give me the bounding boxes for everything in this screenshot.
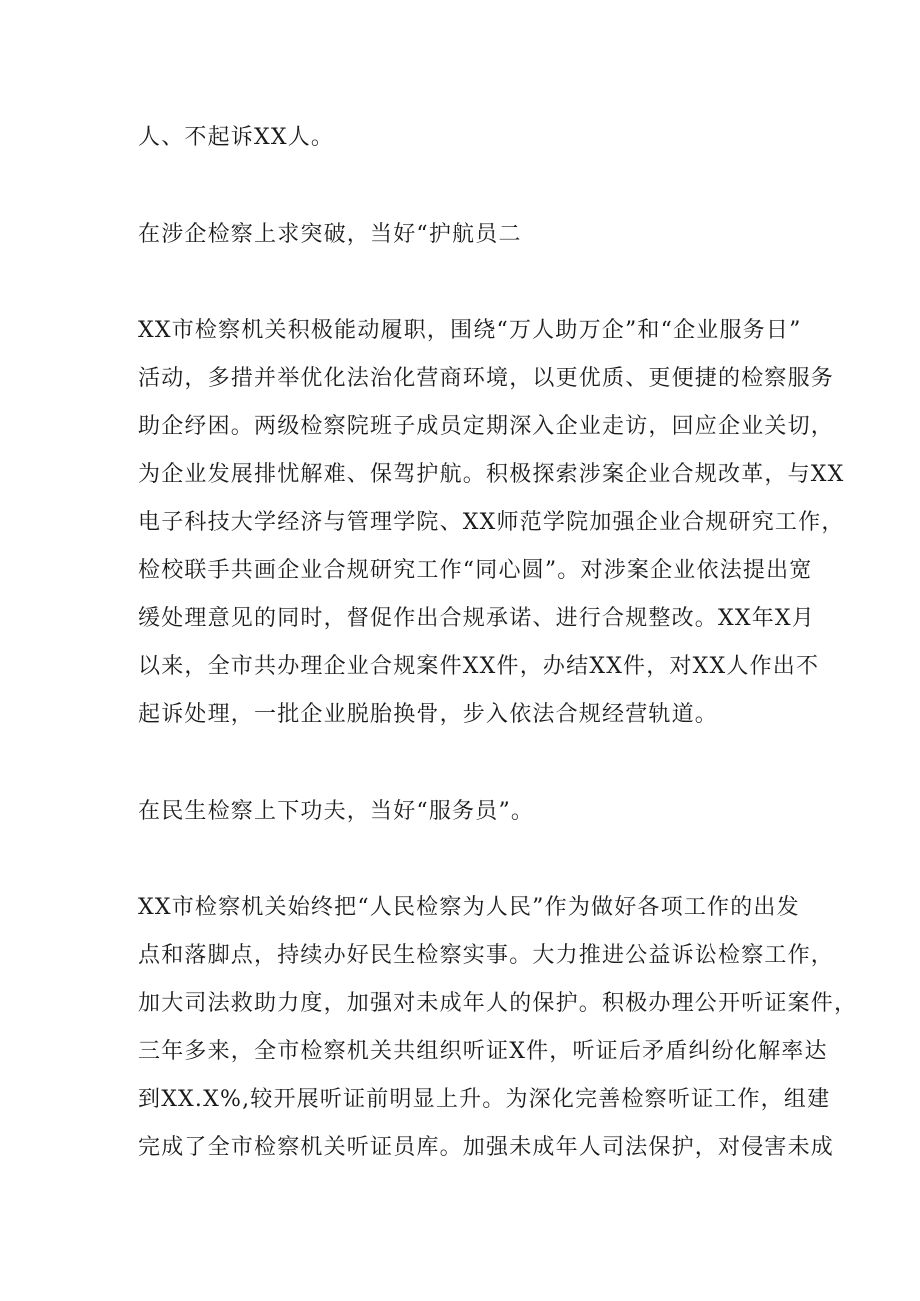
paragraph-line: 人、不起诉XX人。	[138, 125, 335, 150]
paragraph-line: 到XX.X%,较开展听证前明显上升。为深化完善检察听证工作，组建	[138, 1087, 831, 1112]
paragraph-line: 助企纾困。两级检察院班子成员定期深入企业走访，回应企业关切，	[138, 414, 835, 439]
paragraph-line: 电子科技大学经济与管理学院、XX师范学院加强企业合规研究工作，	[138, 510, 845, 535]
paragraph-line: 检校联手共画企业合规研究工作“同心圆”。对涉案企业依法提出宽	[138, 558, 813, 583]
paragraph-line: 以来，全市共办理企业合规案件XX件，办结XX件，对XX人作出不	[138, 654, 820, 679]
paragraph-line: XX市检察机关积极能动履职，围绕“万人助万企”和“企业服务日”	[138, 318, 802, 343]
paragraph-line: 点和落脚点，持续办好民生检察实事。大力推进公益诉讼检察工作，	[138, 943, 835, 968]
section-heading: 在民生检察上下功夫，当好“服务员”。	[138, 799, 535, 824]
paragraph-line: 为企业发展排忧解难、保驾护航。积极探索涉案企业合规改革，与XX	[138, 462, 845, 487]
paragraph-line: 加大司法救助力度，加强对未成年人的保护。积极办理公开听证案件，	[138, 991, 858, 1016]
paragraph-line: 活动，多措并举优化法治化营商环境，以更优质、更便捷的检察服务	[138, 366, 835, 391]
paragraph-line: 缓处理意见的同时，督促作出合规承诺、进行合规整改。XX年X月	[138, 606, 815, 631]
paragraph-line: XX市检察机关始终把“人民检察为人民”作为做好各项工作的出发	[138, 895, 800, 920]
section-heading: 在涉企检察上求突破，当好“护航员二	[138, 222, 522, 247]
paragraph-line: 三年多来，全市检察机关共组织听证X件，听证后矛盾纠纷化解率达	[138, 1039, 828, 1064]
paragraph-line: 完成了全市检察机关听证员库。加强未成年人司法保护，对侵害未成	[138, 1135, 835, 1160]
paragraph-line: 起诉处理，一批企业脱胎换骨，步入依法合规经营轨道。	[138, 702, 719, 727]
